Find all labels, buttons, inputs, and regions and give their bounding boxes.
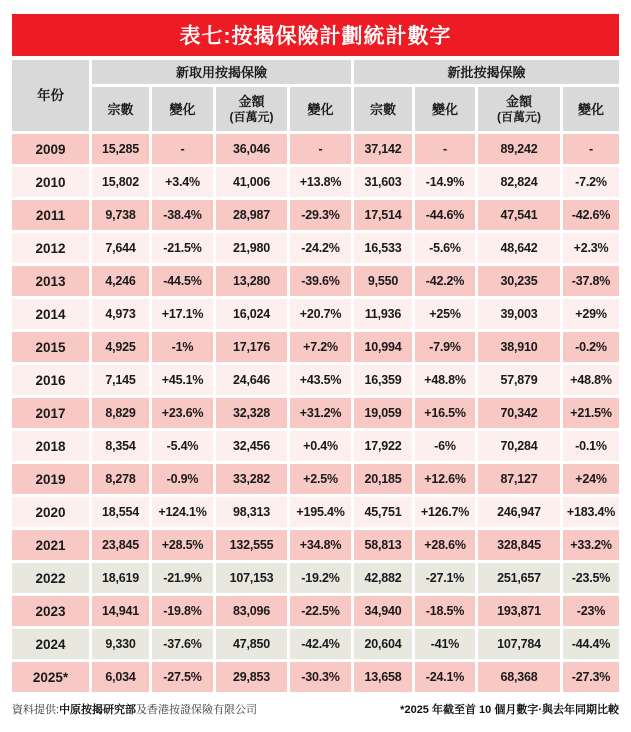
data-cell: 37,142 bbox=[354, 134, 412, 164]
data-cell: 193,871 bbox=[478, 596, 560, 626]
data-cell: -19.2% bbox=[290, 563, 351, 593]
year-cell: 2018 bbox=[12, 431, 89, 461]
data-cell: -5.4% bbox=[152, 431, 213, 461]
data-cell: -5.6% bbox=[415, 233, 475, 263]
data-cell: 7,644 bbox=[92, 233, 149, 263]
data-cell: 7,145 bbox=[92, 365, 149, 395]
data-cell: 15,285 bbox=[92, 134, 149, 164]
year-cell: 2010 bbox=[12, 167, 89, 197]
column-group-newly-approved: 新批按揭保險 bbox=[354, 60, 619, 84]
data-cell: +20.7% bbox=[290, 299, 351, 329]
data-cell: 17,922 bbox=[354, 431, 412, 461]
data-cell: 11,936 bbox=[354, 299, 412, 329]
year-cell: 2022 bbox=[12, 563, 89, 593]
data-cell: 29,853 bbox=[216, 662, 287, 692]
data-cell: - bbox=[415, 134, 475, 164]
data-cell: 6,034 bbox=[92, 662, 149, 692]
data-cell: -44.6% bbox=[415, 200, 475, 230]
data-cell: 17,176 bbox=[216, 332, 287, 362]
data-cell: 83,096 bbox=[216, 596, 287, 626]
data-cell: -22.5% bbox=[290, 596, 351, 626]
column-header-cases-drawn: 宗數 bbox=[92, 87, 149, 131]
data-cell: 328,845 bbox=[478, 530, 560, 560]
data-cell: 107,153 bbox=[216, 563, 287, 593]
data-cell: +48.8% bbox=[563, 365, 619, 395]
data-cell: +23.6% bbox=[152, 398, 213, 428]
data-cell: 87,127 bbox=[478, 464, 560, 494]
data-cell: - bbox=[290, 134, 351, 164]
data-cell: -42.4% bbox=[290, 629, 351, 659]
data-cell: 20,185 bbox=[354, 464, 412, 494]
column-header-year: 年份 bbox=[12, 60, 89, 131]
data-cell: 9,550 bbox=[354, 266, 412, 296]
data-cell: 13,280 bbox=[216, 266, 287, 296]
data-cell: +34.8% bbox=[290, 530, 351, 560]
data-cell: 47,541 bbox=[478, 200, 560, 230]
data-cell: -37.6% bbox=[152, 629, 213, 659]
data-cell: 16,024 bbox=[216, 299, 287, 329]
data-cell: +16.5% bbox=[415, 398, 475, 428]
data-cell: -39.6% bbox=[290, 266, 351, 296]
data-cell: +195.4% bbox=[290, 497, 351, 527]
data-cell: +126.7% bbox=[415, 497, 475, 527]
data-cell: 15,802 bbox=[92, 167, 149, 197]
year-cell: 2025* bbox=[12, 662, 89, 692]
data-cell: 33,282 bbox=[216, 464, 287, 494]
data-cell: -27.1% bbox=[415, 563, 475, 593]
data-cell: +43.5% bbox=[290, 365, 351, 395]
year-cell: 2016 bbox=[12, 365, 89, 395]
data-cell: 47,850 bbox=[216, 629, 287, 659]
year-cell: 2012 bbox=[12, 233, 89, 263]
data-cell: -19.8% bbox=[152, 596, 213, 626]
table-title: 表七:按揭保險計劃統計數字 bbox=[179, 25, 452, 48]
data-cell: - bbox=[152, 134, 213, 164]
data-cell: 82,824 bbox=[478, 167, 560, 197]
data-cell: +2.3% bbox=[563, 233, 619, 263]
data-cell: -23% bbox=[563, 596, 619, 626]
data-cell: -27.5% bbox=[152, 662, 213, 692]
data-cell: +24% bbox=[563, 464, 619, 494]
data-cell: 4,246 bbox=[92, 266, 149, 296]
year-cell: 2017 bbox=[12, 398, 89, 428]
data-cell: 34,940 bbox=[354, 596, 412, 626]
table-title-band bbox=[12, 14, 619, 56]
data-cell: -7.2% bbox=[563, 167, 619, 197]
data-cell: +33.2% bbox=[563, 530, 619, 560]
data-cell: 39,003 bbox=[478, 299, 560, 329]
column-header-change-amount-drawn: 變化 bbox=[290, 87, 351, 131]
column-header-amount-drawn bbox=[216, 87, 287, 131]
data-cell: 23,845 bbox=[92, 530, 149, 560]
data-cell: 31,603 bbox=[354, 167, 412, 197]
data-cell: 32,328 bbox=[216, 398, 287, 428]
data-cell: -7.9% bbox=[415, 332, 475, 362]
data-cell: 68,368 bbox=[478, 662, 560, 692]
data-cell: 9,738 bbox=[92, 200, 149, 230]
data-cell: 28,987 bbox=[216, 200, 287, 230]
column-header-amount-approved bbox=[478, 87, 560, 131]
data-cell: -0.1% bbox=[563, 431, 619, 461]
year-cell: 2014 bbox=[12, 299, 89, 329]
data-cell: 8,354 bbox=[92, 431, 149, 461]
data-cell: +48.8% bbox=[415, 365, 475, 395]
data-cell: -44.4% bbox=[563, 629, 619, 659]
data-cell: 132,555 bbox=[216, 530, 287, 560]
year-cell: 2013 bbox=[12, 266, 89, 296]
data-cell: +25% bbox=[415, 299, 475, 329]
data-cell: 30,235 bbox=[478, 266, 560, 296]
column-header-change-cases-drawn: 變化 bbox=[152, 87, 213, 131]
data-cell: 32,456 bbox=[216, 431, 287, 461]
data-cell: -21.5% bbox=[152, 233, 213, 263]
data-cell: +28.6% bbox=[415, 530, 475, 560]
year-cell: 2023 bbox=[12, 596, 89, 626]
data-cell: 251,657 bbox=[478, 563, 560, 593]
data-cell: -0.2% bbox=[563, 332, 619, 362]
data-cell: 8,278 bbox=[92, 464, 149, 494]
data-cell: -18.5% bbox=[415, 596, 475, 626]
column-header-cases-approved: 宗數 bbox=[354, 87, 412, 131]
year-cell: 2015 bbox=[12, 332, 89, 362]
amount-label: 金額 bbox=[238, 93, 265, 109]
data-cell: +124.1% bbox=[152, 497, 213, 527]
data-cell: +12.6% bbox=[415, 464, 475, 494]
data-cell: 89,242 bbox=[478, 134, 560, 164]
year-cell: 2019 bbox=[12, 464, 89, 494]
data-cell: +17.1% bbox=[152, 299, 213, 329]
data-cell: -44.5% bbox=[152, 266, 213, 296]
column-header-change-amount-approved: 變化 bbox=[563, 87, 619, 131]
year-cell: 2024 bbox=[12, 629, 89, 659]
data-cell: -0.9% bbox=[152, 464, 213, 494]
data-cell: 10,994 bbox=[354, 332, 412, 362]
data-cell: +31.2% bbox=[290, 398, 351, 428]
data-source-text: 資料提供:中原按揭研究部及香港按證保險有限公司 bbox=[12, 704, 258, 716]
amount-unit-label: (百萬元) bbox=[229, 109, 274, 124]
mortgage-insurance-table bbox=[12, 60, 619, 692]
amount-label: 金額 bbox=[505, 93, 532, 109]
data-cell: -38.4% bbox=[152, 200, 213, 230]
data-cell: 48,642 bbox=[478, 233, 560, 263]
data-cell: 14,941 bbox=[92, 596, 149, 626]
data-cell: -24.1% bbox=[415, 662, 475, 692]
year-cell: 2021 bbox=[12, 530, 89, 560]
data-cell: 45,751 bbox=[354, 497, 412, 527]
year-cell: 2020 bbox=[12, 497, 89, 527]
column-header-change-cases-approved: 變化 bbox=[415, 87, 475, 131]
data-cell: +7.2% bbox=[290, 332, 351, 362]
table-footer bbox=[12, 701, 619, 717]
data-cell: -23.5% bbox=[563, 563, 619, 593]
data-cell: 57,879 bbox=[478, 365, 560, 395]
data-cell: +28.5% bbox=[152, 530, 213, 560]
data-cell: 4,925 bbox=[92, 332, 149, 362]
data-cell: 24,646 bbox=[216, 365, 287, 395]
data-cell: -6% bbox=[415, 431, 475, 461]
data-cell: -37.8% bbox=[563, 266, 619, 296]
data-cell: +45.1% bbox=[152, 365, 213, 395]
data-cell: +21.5% bbox=[563, 398, 619, 428]
data-cell: 246,947 bbox=[478, 497, 560, 527]
data-cell: 16,359 bbox=[354, 365, 412, 395]
data-cell: -21.9% bbox=[152, 563, 213, 593]
data-cell: +183.4% bbox=[563, 497, 619, 527]
data-cell: 20,604 bbox=[354, 629, 412, 659]
year-cell: 2011 bbox=[12, 200, 89, 230]
year-cell: 2009 bbox=[12, 134, 89, 164]
data-cell: 4,973 bbox=[92, 299, 149, 329]
data-cell: +3.4% bbox=[152, 167, 213, 197]
data-cell: 21,980 bbox=[216, 233, 287, 263]
data-cell: +2.5% bbox=[290, 464, 351, 494]
data-cell: 9,330 bbox=[92, 629, 149, 659]
data-cell: 98,313 bbox=[216, 497, 287, 527]
data-cell: 70,342 bbox=[478, 398, 560, 428]
data-cell: 70,284 bbox=[478, 431, 560, 461]
data-cell: -42.6% bbox=[563, 200, 619, 230]
data-cell: -42.2% bbox=[415, 266, 475, 296]
data-cell: -41% bbox=[415, 629, 475, 659]
data-cell: 8,829 bbox=[92, 398, 149, 428]
data-cell: 18,554 bbox=[92, 497, 149, 527]
data-cell: -14.9% bbox=[415, 167, 475, 197]
data-cell: -1% bbox=[152, 332, 213, 362]
data-cell: 38,910 bbox=[478, 332, 560, 362]
data-cell: 19,059 bbox=[354, 398, 412, 428]
data-cell: 41,006 bbox=[216, 167, 287, 197]
data-cell: -24.2% bbox=[290, 233, 351, 263]
data-cell: +29% bbox=[563, 299, 619, 329]
data-cell: 13,658 bbox=[354, 662, 412, 692]
data-cell: 58,813 bbox=[354, 530, 412, 560]
data-cell: -30.3% bbox=[290, 662, 351, 692]
data-cell: +0.4% bbox=[290, 431, 351, 461]
column-group-newly-drawn: 新取用按揭保險 bbox=[92, 60, 351, 84]
data-cell: 17,514 bbox=[354, 200, 412, 230]
amount-unit-label: (百萬元) bbox=[497, 109, 541, 124]
data-cell: -27.3% bbox=[563, 662, 619, 692]
data-cell: +13.8% bbox=[290, 167, 351, 197]
data-cell: -29.3% bbox=[290, 200, 351, 230]
data-cell: 18,619 bbox=[92, 563, 149, 593]
data-cell: 42,882 bbox=[354, 563, 412, 593]
footnote-text: *2025 年截至首 10 個月數字·與去年同期比較 bbox=[400, 704, 619, 716]
data-cell: - bbox=[563, 134, 619, 164]
data-cell: 107,784 bbox=[478, 629, 560, 659]
data-cell: 16,533 bbox=[354, 233, 412, 263]
data-cell: 36,046 bbox=[216, 134, 287, 164]
